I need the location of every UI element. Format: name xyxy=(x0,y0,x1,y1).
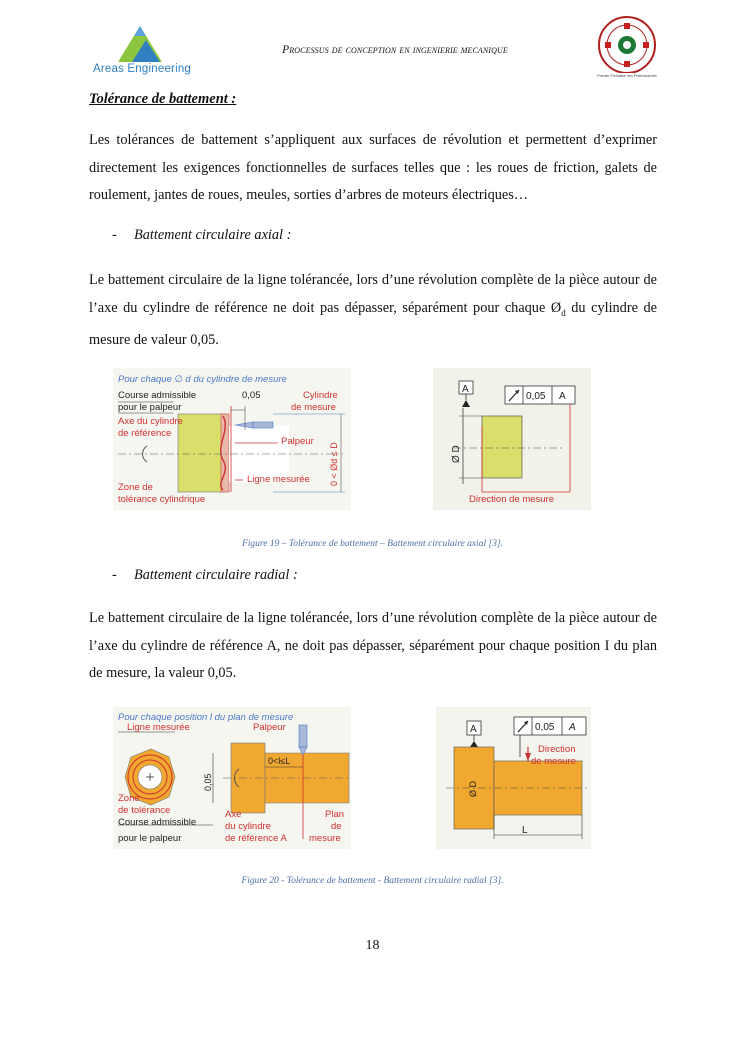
fig19-title: Pour chaque ∅ d du cylindre de mesure xyxy=(118,374,287,385)
page-number: 18 xyxy=(365,938,380,953)
figure-20-left-diagram xyxy=(113,707,351,849)
seal-caption: Premier Formation des Professionnels xyxy=(597,74,657,78)
svg-text:Zone de: Zone de xyxy=(118,482,153,493)
svg-text:Plan: Plan xyxy=(325,809,345,820)
axial-paragraph: Le battement circulaire de la ligne tolérancée, lors d’une révolution complète de la pièce autour de l’axe du cylindre de référence ne doit pas dépasser, séparément pour chaque $Ø_d$ du cylindre de mesure de valeur 0,05. xyxy=(89,272,657,348)
intro-paragraph: Les tolérances de battement s’appliquent aux surfaces de révolution et permettent d’exprimer directement les exigences fonctionnelles de surfaces telles que : les roues de friction, galets de roulement, jantes de roues, meules, sorties d’arbres de moteurs électriques… xyxy=(89,132,657,203)
figure-20-right-drawing xyxy=(436,707,591,849)
svg-text:de: de xyxy=(331,821,342,832)
institution-seal-logo xyxy=(595,15,659,81)
svg-text:L: L xyxy=(522,825,528,836)
svg-text:0,05: 0,05 xyxy=(242,390,261,401)
figure-19-right-drawing xyxy=(433,368,591,510)
svg-text:tolérance cylindrique: tolérance cylindrique xyxy=(118,494,206,505)
radial-paragraph: Le battement circulaire de la ligne tolérancée, lors d’une révolution complète de la pièce autour de l’axe du cylindre de référence A, ne doit pas dépasser, séparément pour chaque position I du plan de mesure, la valeur 0,05. xyxy=(89,610,657,681)
svg-text:0,05: 0,05 xyxy=(535,722,555,733)
axial-heading: Battement circulaire axial : xyxy=(134,227,292,243)
svg-text:Ligne mesurée: Ligne mesurée xyxy=(247,474,310,485)
figure-20-caption: Figure 20 - Tolérance de battement - Battement circulaire radial [3]. xyxy=(241,876,504,886)
svg-text:de tolérance: de tolérance xyxy=(118,805,171,816)
figure-19-left-diagram xyxy=(113,368,351,510)
section-title: Tolérance de battement : xyxy=(89,91,237,107)
header-title: Processus de conception en ingenierie mecanique xyxy=(282,44,508,56)
axial-heading-item: - Battement circulaire axial : xyxy=(112,227,292,243)
svg-text:Ø D: Ø D xyxy=(468,780,478,797)
svg-text:Cylindre: Cylindre xyxy=(303,390,338,401)
svg-text:0 < Ød ≤ D: 0 < Ød ≤ D xyxy=(329,442,339,486)
svg-text:Direction: Direction xyxy=(538,744,576,755)
svg-text:Ø D: Ø D xyxy=(451,445,462,463)
radial-heading: Battement circulaire radial : xyxy=(134,567,298,583)
svg-text:Zone: Zone xyxy=(118,793,140,804)
svg-text:0<l≤L: 0<l≤L xyxy=(268,756,291,766)
svg-text:Course admissible: Course admissible xyxy=(118,817,197,828)
svg-text:de mesure: de mesure xyxy=(291,402,336,413)
svg-text:de mesure: de mesure xyxy=(531,756,576,767)
svg-text:de référence A: de référence A xyxy=(225,833,287,844)
svg-text:pour le palpeur: pour le palpeur xyxy=(118,402,182,413)
svg-text:du cylindre: du cylindre xyxy=(225,821,271,832)
svg-text:Course admissible: Course admissible xyxy=(118,390,197,401)
svg-text:A: A xyxy=(462,384,469,395)
svg-text:de référence: de référence xyxy=(118,428,172,439)
seal-gear-icon xyxy=(595,15,659,81)
svg-text:A: A xyxy=(470,724,477,735)
svg-text:pour le palpeur: pour le palpeur xyxy=(118,833,182,844)
svg-text:Direction de mesure: Direction de mesure xyxy=(469,494,555,505)
svg-text:A: A xyxy=(559,391,566,402)
radial-heading-item: - Battement circulaire radial : xyxy=(112,567,298,583)
figure-19-caption: Figure 19 – Tolérance de battement – Battement circulaire axial [3]. xyxy=(241,539,504,549)
svg-text:0,05: 0,05 xyxy=(203,773,213,791)
svg-text:Axe du cylindre: Axe du cylindre xyxy=(118,416,183,427)
svg-text:Axe: Axe xyxy=(225,809,242,820)
svg-text:Palpeur: Palpeur xyxy=(253,722,286,733)
svg-text:mesure: mesure xyxy=(309,833,341,844)
svg-text:Palpeur: Palpeur xyxy=(281,436,314,447)
logo-left-text: Areas Engineering xyxy=(93,63,192,75)
svg-text:A: A xyxy=(569,722,576,733)
svg-text:0,05: 0,05 xyxy=(526,391,546,402)
svg-text:Ligne mesurée: Ligne mesurée xyxy=(127,722,190,733)
logo-triangle-icon xyxy=(88,22,200,66)
svg-text:Pour chaque position l du plan: Pour chaque position l du plan de mesure xyxy=(118,712,294,723)
